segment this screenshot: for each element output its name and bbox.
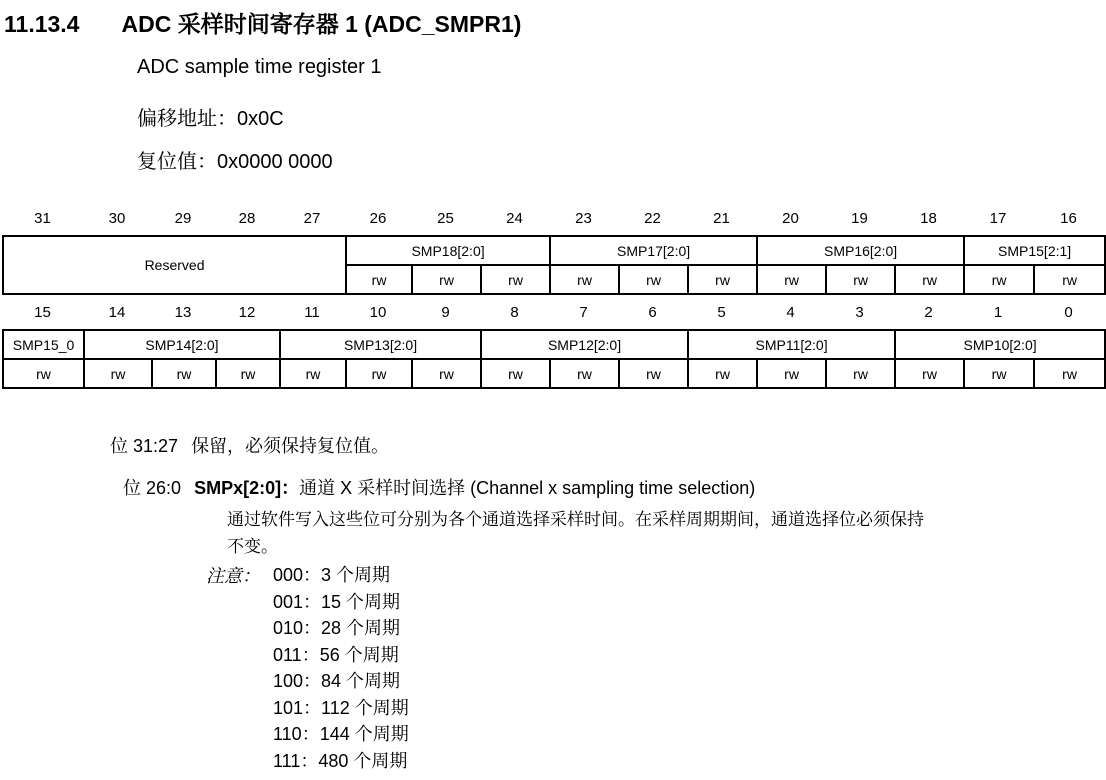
bit-number: 28 (238, 209, 256, 227)
bit-number: 29 (174, 209, 192, 227)
bit-number: 22 (644, 209, 661, 227)
register-field: SMP11[2:0] (688, 330, 895, 359)
bit-number: 13 (174, 303, 192, 321)
bit-number: 23 (575, 209, 592, 227)
access-type: rw (280, 359, 346, 388)
sampling-value-item: 111：480 个周期 (273, 750, 408, 771)
bit-number: 2 (924, 303, 933, 321)
field-name: SMPx[2:0]： (194, 478, 300, 498)
offset-address: 偏移地址：0x0C (137, 108, 284, 130)
bit-number: 6 (648, 303, 657, 321)
bit-number: 5 (717, 303, 726, 321)
upper-bit-numbers (2, 208, 1104, 228)
bit-number: 7 (579, 303, 588, 321)
access-type: rw (1034, 265, 1105, 294)
bit-number: 11 (304, 303, 320, 321)
reset-value: 复位值：0x0000 0000 (137, 151, 333, 173)
access-type: rw (964, 359, 1034, 388)
access-type: rw (964, 265, 1034, 294)
bit-number: 24 (506, 209, 523, 227)
access-type: rw (688, 265, 757, 294)
bit-number: 25 (437, 209, 454, 227)
detail-line-1: 通过软件写入这些位可分别为各个通道选择采样时间。在采样周期期间，通道选择位必须保持 (227, 510, 924, 529)
bit-number: 4 (786, 303, 795, 321)
sampling-value-item: 110：144 个周期 (273, 724, 409, 744)
upper-register-table (2, 235, 1106, 295)
bit-number: 12 (238, 303, 256, 321)
register-field: SMP18[2:0] (346, 236, 550, 265)
section-number: 11.13.4 (4, 11, 80, 37)
register-field: SMP17[2:0] (550, 236, 757, 265)
register-subtitle: ADC sample time register 1 (137, 56, 382, 78)
note-label: 注意： (206, 566, 260, 586)
sampling-value-item: 101：112 个周期 (273, 697, 409, 718)
access-type: rw (1034, 359, 1105, 388)
bit-description: 保留，必须保持复位值。 (191, 436, 390, 456)
register-field: SMP15[2:1] (964, 236, 1105, 265)
access-type: rw (550, 359, 619, 388)
bits-26-0-desc (123, 474, 755, 500)
section-title: ADC 采样时间寄存器 1 (ADC_SMPR1) (121, 11, 522, 37)
sampling-value-item: 000：3 个周期 (273, 565, 391, 585)
sampling-values-list (273, 562, 409, 774)
access-type: rw (895, 359, 964, 388)
bit-number: 9 (441, 303, 450, 321)
sampling-value-item: 011：56 个周期 (273, 644, 399, 665)
bit-range: 位 26:0 (123, 478, 182, 498)
sampling-value-item: 010：28 个周期 (273, 618, 401, 638)
access-type: rw (216, 359, 280, 388)
register-field: SMP12[2:0] (481, 330, 688, 359)
register-field: SMP10[2:0] (895, 330, 1105, 359)
bit-number: 20 (782, 209, 799, 227)
access-type: rw (412, 359, 481, 388)
reserved-field: Reserved (3, 236, 346, 294)
bit-number: 10 (369, 303, 387, 321)
access-type: rw (688, 359, 757, 388)
access-type: rw (481, 265, 550, 294)
lower-bit-numbers (2, 302, 1104, 322)
bit-number: 19 (851, 209, 868, 227)
access-type: rw (481, 359, 550, 388)
access-type: rw (84, 359, 152, 388)
bit-number: 26 (369, 209, 387, 227)
bit-number: 16 (1060, 209, 1077, 227)
bit-number: 31 (34, 209, 51, 227)
sampling-value-item: 100：84 个周期 (273, 671, 401, 691)
access-type: rw (619, 359, 688, 388)
access-type: rw (895, 265, 964, 294)
bits-31-27-desc (110, 432, 389, 458)
bit-range: 位 31:27 (110, 436, 179, 456)
register-field: SMP14[2:0] (84, 330, 280, 359)
sampling-value-item: 001：15 个周期 (273, 591, 401, 612)
register-field: SMP15_0 (3, 330, 84, 359)
access-type: rw (550, 265, 619, 294)
access-type: rw (346, 359, 412, 388)
section-heading (4, 6, 521, 39)
bit-number: 27 (303, 209, 321, 227)
bit-number: 14 (108, 303, 126, 321)
detail-line-2: 不变。 (227, 537, 278, 556)
access-type: rw (757, 359, 826, 388)
access-type: rw (346, 265, 412, 294)
bit-number: 0 (1064, 303, 1073, 321)
access-type: rw (152, 359, 216, 388)
bit-number: 8 (510, 303, 519, 321)
bit-number: 30 (108, 209, 126, 227)
bit-number: 17 (989, 209, 1007, 227)
register-field: SMP13[2:0] (280, 330, 481, 359)
access-type: rw (757, 265, 826, 294)
bit-number: 18 (920, 209, 937, 227)
bit-number: 1 (993, 303, 1003, 321)
bit-number: 3 (855, 303, 864, 321)
access-type: rw (412, 265, 481, 294)
access-type: rw (826, 265, 895, 294)
access-type: rw (619, 265, 688, 294)
access-type: rw (826, 359, 895, 388)
register-field: SMP16[2:0] (757, 236, 964, 265)
bit-number: 21 (713, 209, 730, 227)
bit-description: 通道 X 采样时间选择 (Channel x sampling time selection) (299, 478, 756, 498)
access-type: rw (3, 359, 84, 388)
lower-register-table (2, 329, 1106, 389)
bit-number: 15 (34, 303, 51, 321)
